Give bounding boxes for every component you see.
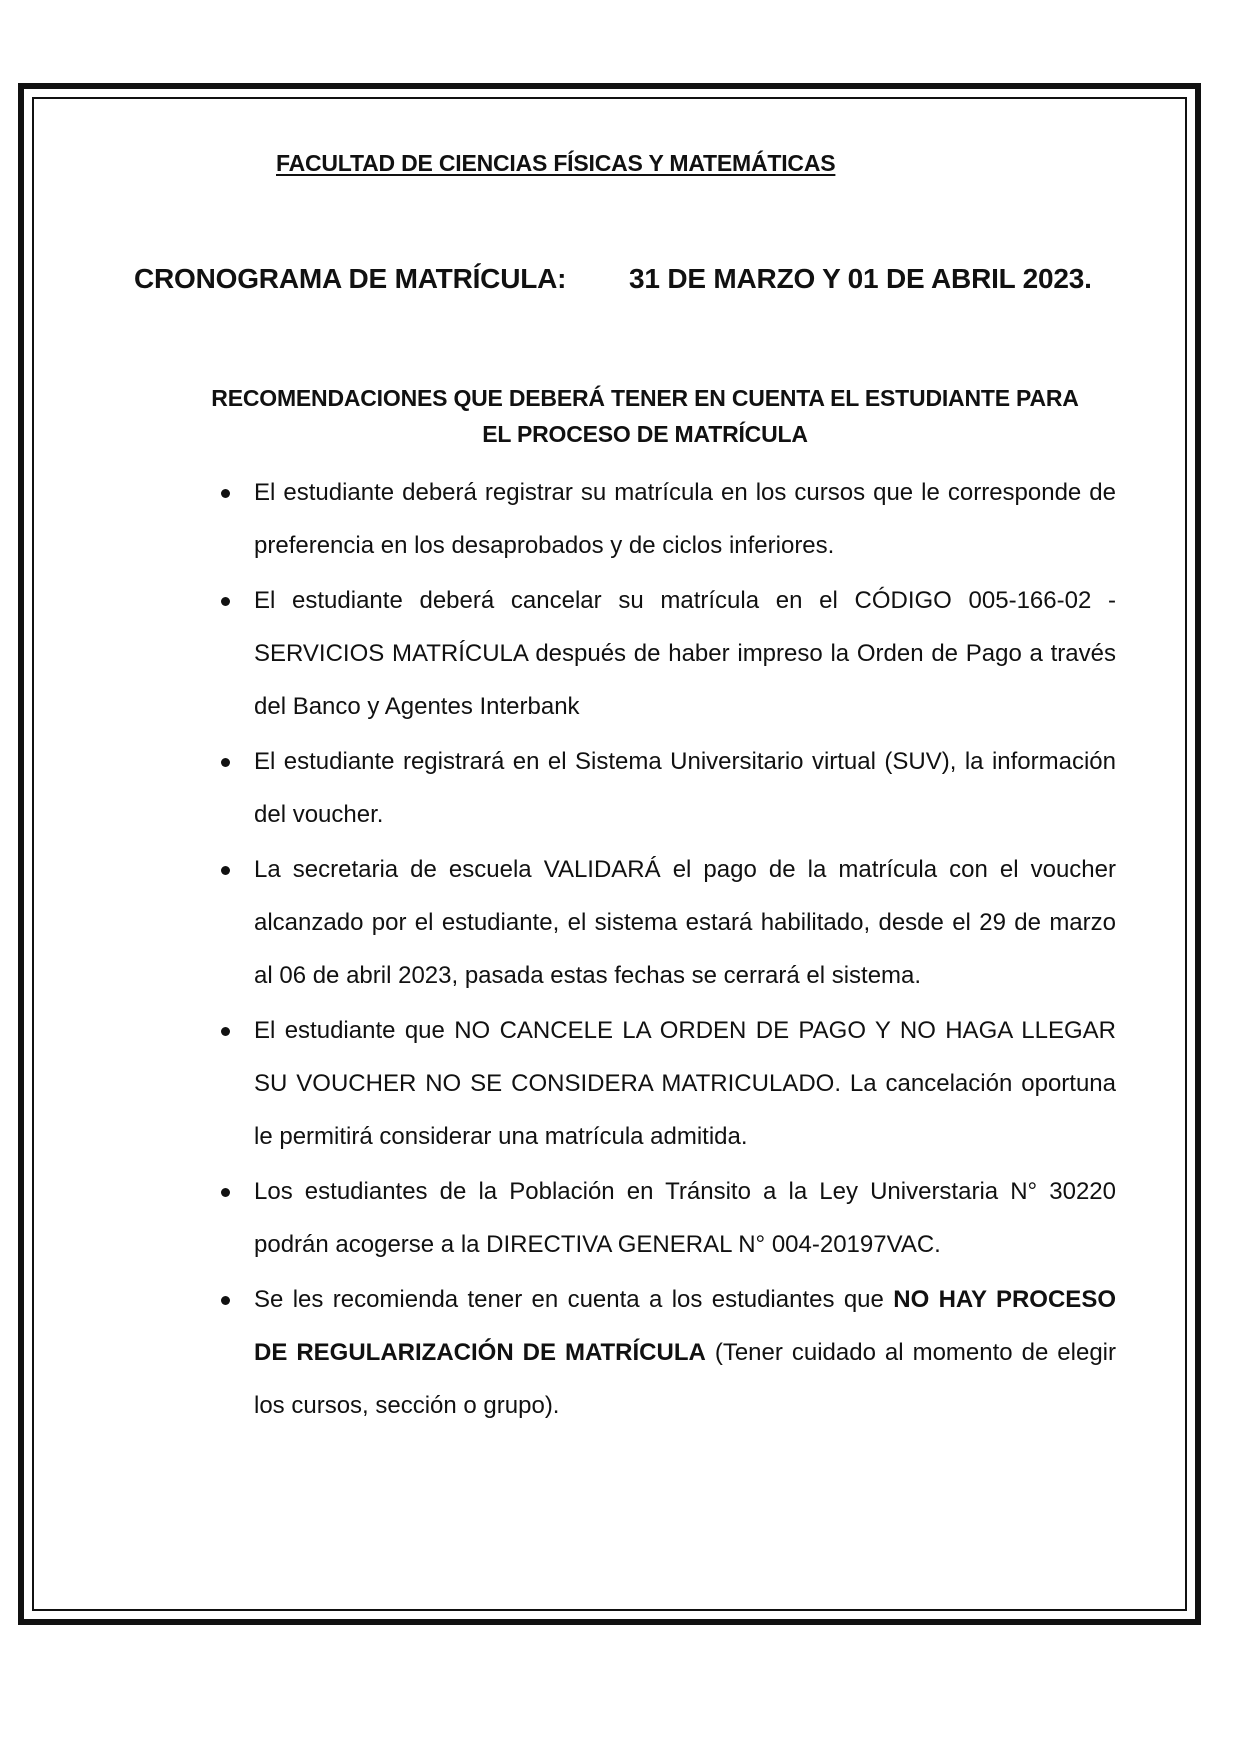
list-item-text: El estudiante deberá registrar su matrícula en los cursos que le corresponde de preferencia en los desaprobados y de ciclos inferiores. bbox=[254, 479, 1116, 559]
bullet-icon bbox=[221, 597, 230, 606]
list-item bbox=[210, 1273, 1116, 1432]
faculty-title: FACULTAD DE CIENCIAS FÍSICAS Y MATEMÁTICAS bbox=[276, 150, 836, 176]
list-item-text: El estudiante que NO CANCELE LA ORDEN DE PAGO Y NO HAGA LLEGAR SU VOUCHER NO SE CONSIDERA MATRICULADO. La cancelación oportuna le permitirá considerar una matrícula admitida. bbox=[254, 1017, 1116, 1150]
bullet-icon bbox=[221, 1296, 230, 1305]
list-item-text: La secretaria de escuela VALIDARÁ el pago de la matrícula con el voucher alcanzado por el estudiante, el sistema estará habilitado, desde el 29 de marzo al 06 de abril 2023, pasada estas fechas se cerrará el sistema. bbox=[254, 856, 1116, 989]
list-item bbox=[210, 466, 1116, 572]
list-item-text-after: (Tener cuidado al momento de elegir los cursos, sección o grupo). bbox=[254, 1339, 1116, 1419]
list-item-text: El estudiante registrará en el Sistema Universitario virtual (SUV), la información del voucher. bbox=[254, 748, 1116, 828]
list-item-text: Los estudiantes de la Población en Tránsito a la Ley Universtaria N° 30220 podrán acogerse a la DIRECTIVA GENERAL N° 004-20197VAC. bbox=[254, 1178, 1116, 1258]
schedule-dates: 31 DE MARZO Y 01 DE ABRIL 2023. bbox=[629, 263, 1092, 294]
bullet-icon bbox=[221, 866, 230, 875]
schedule-label: CRONOGRAMA DE MATRÍCULA: bbox=[134, 263, 567, 294]
list-item-text: El estudiante deberá cancelar su matrícula en el CÓDIGO 005-166-02 - SERVICIOS MATRÍCULA después de haber impreso la Orden de Pago a través del Banco y Agentes Interbank bbox=[254, 587, 1116, 720]
bullet-icon bbox=[221, 489, 230, 498]
recommendations-title bbox=[160, 380, 1130, 452]
list-item-text-before: Se les recomienda tener en cuenta a los estudiantes que bbox=[254, 1286, 894, 1313]
bullet-icon bbox=[221, 1188, 230, 1197]
recommendations-list bbox=[210, 466, 1116, 1434]
bullet-icon bbox=[221, 758, 230, 767]
bullet-icon bbox=[221, 1027, 230, 1036]
schedule-heading bbox=[134, 263, 1114, 295]
recommendations-title-line1: RECOMENDACIONES QUE DEBERÁ TENER EN CUENTA EL ESTUDIANTE PARA bbox=[211, 385, 1079, 411]
recommendations-title-line2: EL PROCESO DE MATRÍCULA bbox=[482, 421, 808, 447]
list-item bbox=[210, 1004, 1116, 1163]
list-item bbox=[210, 735, 1116, 841]
list-item-text-bold: NO HAY PROCESO DE REGULARIZACIÓN DE MATRÍCULA bbox=[254, 1286, 1116, 1366]
list-item bbox=[210, 843, 1116, 1002]
list-item bbox=[210, 1165, 1116, 1271]
list-item bbox=[210, 574, 1116, 733]
